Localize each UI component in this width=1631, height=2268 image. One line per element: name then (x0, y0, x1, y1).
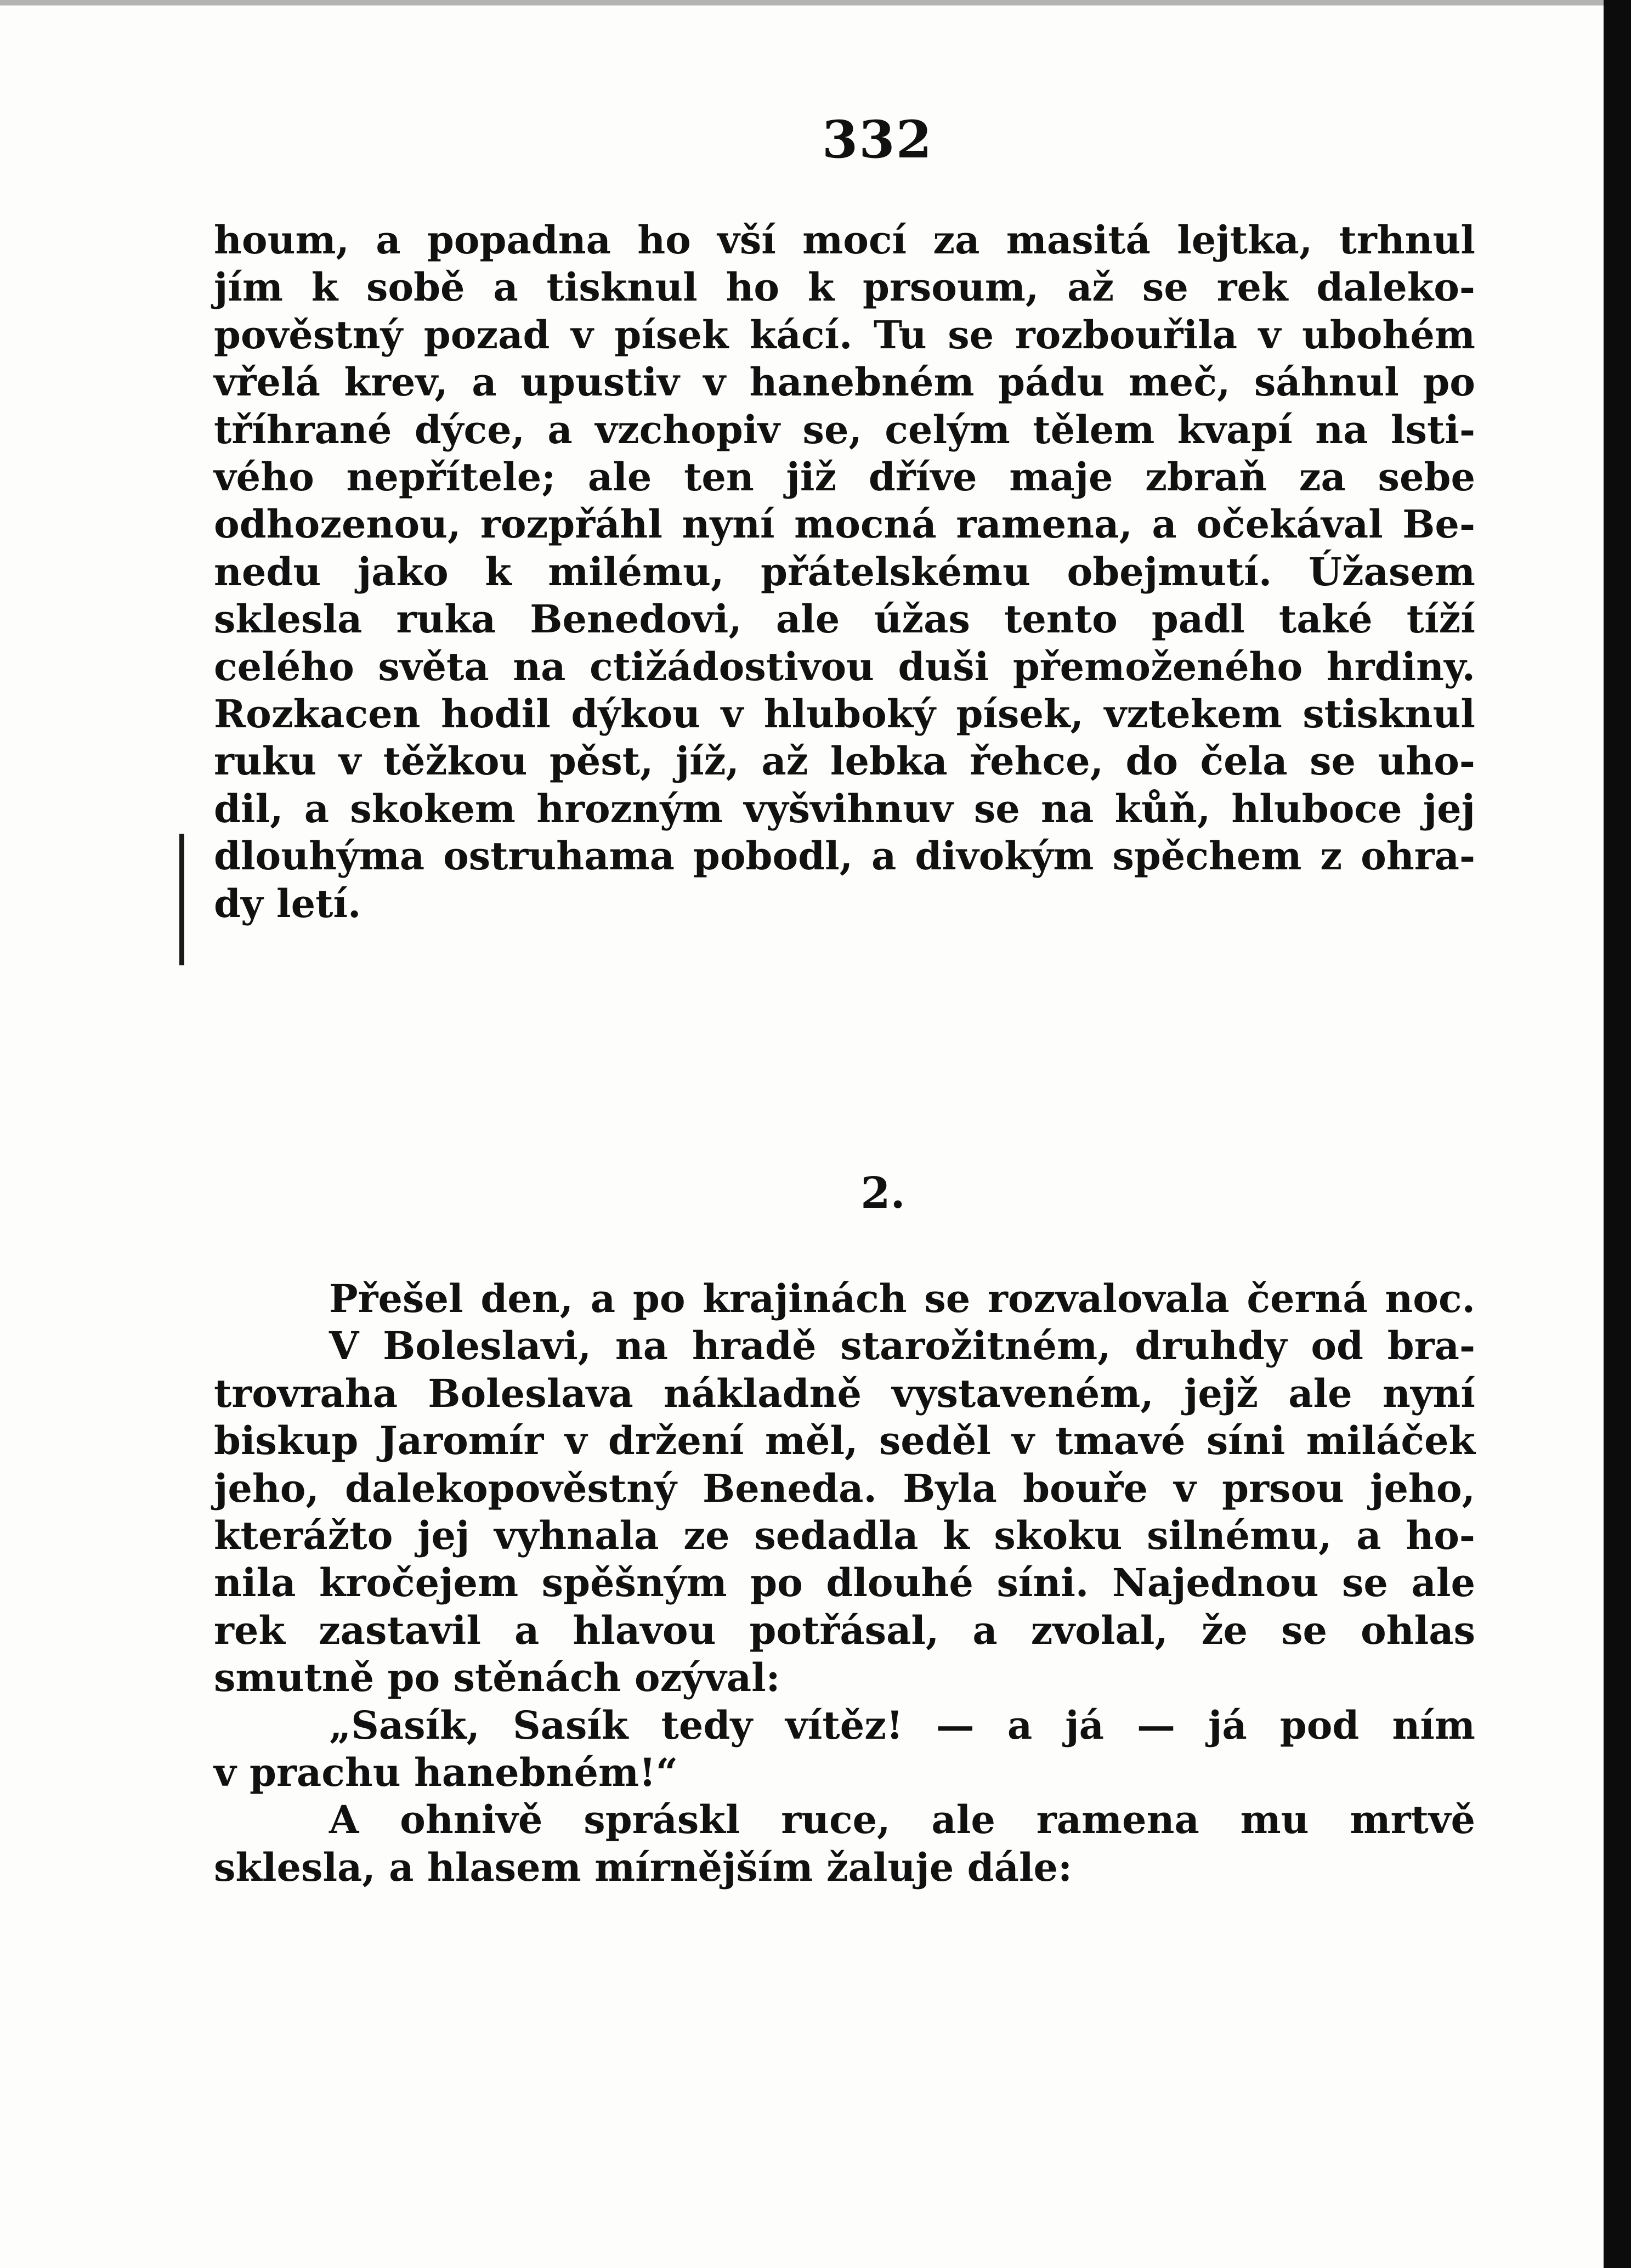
text-line: kterážto jej vyhnala ze sedadla k skoku silnému, a ho- (214, 1513, 1475, 1559)
text-line: nedu jako k milému, přátelskému obejmutí. Úžasem (214, 548, 1475, 595)
text-line: trovraha Boleslava nákladně vystaveném, jejž ale nyní (214, 1370, 1475, 1416)
text-line: A ohnivě spráskl ruce, ale ramena mu mrtvě (329, 1797, 1475, 1843)
text-line: Přešel den, a po krajinách se rozvalovala černá noc. (329, 1276, 1475, 1321)
paragraph-1 (214, 217, 1475, 927)
text-line: tříhrané dýce, a vzchopiv se, celým tělem kvapí na lsti- (214, 406, 1475, 453)
text-line: nila kročejem spěšným po dlouhé síni. Najednou se ale (214, 1560, 1475, 1606)
text-line: Rozkacen hodil dýkou v hluboký písek, vztekem stisknul (214, 691, 1475, 737)
scan-top-edge (0, 0, 1604, 5)
text-line: V Boleslavi, na hradě starožitném, druhdy od bra- (329, 1323, 1475, 1369)
text-line: vřelá krev, a upustiv v hanebném pádu meč, sáhnul po (214, 359, 1475, 405)
text-line: vého nepřítele; ale ten již dříve maje zbraň za sebe (214, 454, 1475, 500)
text-line: jeho, dalekopověstný Beneda. Byla bouře v prsou jeho, (214, 1465, 1475, 1511)
text-line: sklesla ruka Benedovi, ale úžas tento padl také tíží (214, 596, 1475, 642)
text-line: sklesla, a hlasem mírnějším žaluje dále: (214, 1844, 1072, 1890)
page-number: 332 (822, 110, 933, 170)
section-number: 2. (860, 1168, 905, 1218)
text-line: odhozenou, rozpřáhl nyní mocná ramena, a očekával Be- (214, 501, 1475, 547)
text-line: celého světa na ctižádostivou duši přemoženého hrdiny. (214, 643, 1475, 689)
text-line: dlouhýma ostruhama pobodl, a divokým spěchem z ohra- (214, 833, 1475, 879)
text-line: houm, a popadna ho vší mocí za masitá lejtka, trhnul (214, 217, 1475, 263)
margin-mark (179, 834, 184, 965)
text-line: biskup Jaromír v držení měl, seděl v tmavé síni miláček (214, 1418, 1475, 1464)
text-line: jím k sobě a tisknul ho k prsoum, až se rek daleko- (214, 264, 1475, 310)
scan-right-edge (1604, 0, 1631, 2268)
text-line: dil, a skokem hrozným vyšvihnuv se na kůň, hluboce jej (214, 785, 1475, 832)
text-line: smutně po stěnách ozýval: (214, 1655, 780, 1701)
text-line: rek zastavil a hlavou potřásal, a zvolal, že se ohlas (214, 1607, 1475, 1653)
paragraph-2 (214, 1275, 1475, 1891)
text-line: v prachu hanebném!“ (214, 1750, 678, 1796)
text-line: „Sasík, Sasík tedy vítěz! — a já — já pod ním (329, 1702, 1475, 1748)
text-line: ruku v těžkou pěst, jíž, až lebka řehce, do čela se uho- (214, 738, 1475, 784)
text-line: pověstný pozad v písek kácí. Tu se rozbouřila v ubohém (214, 312, 1475, 358)
text-line: dy letí. (214, 880, 361, 926)
